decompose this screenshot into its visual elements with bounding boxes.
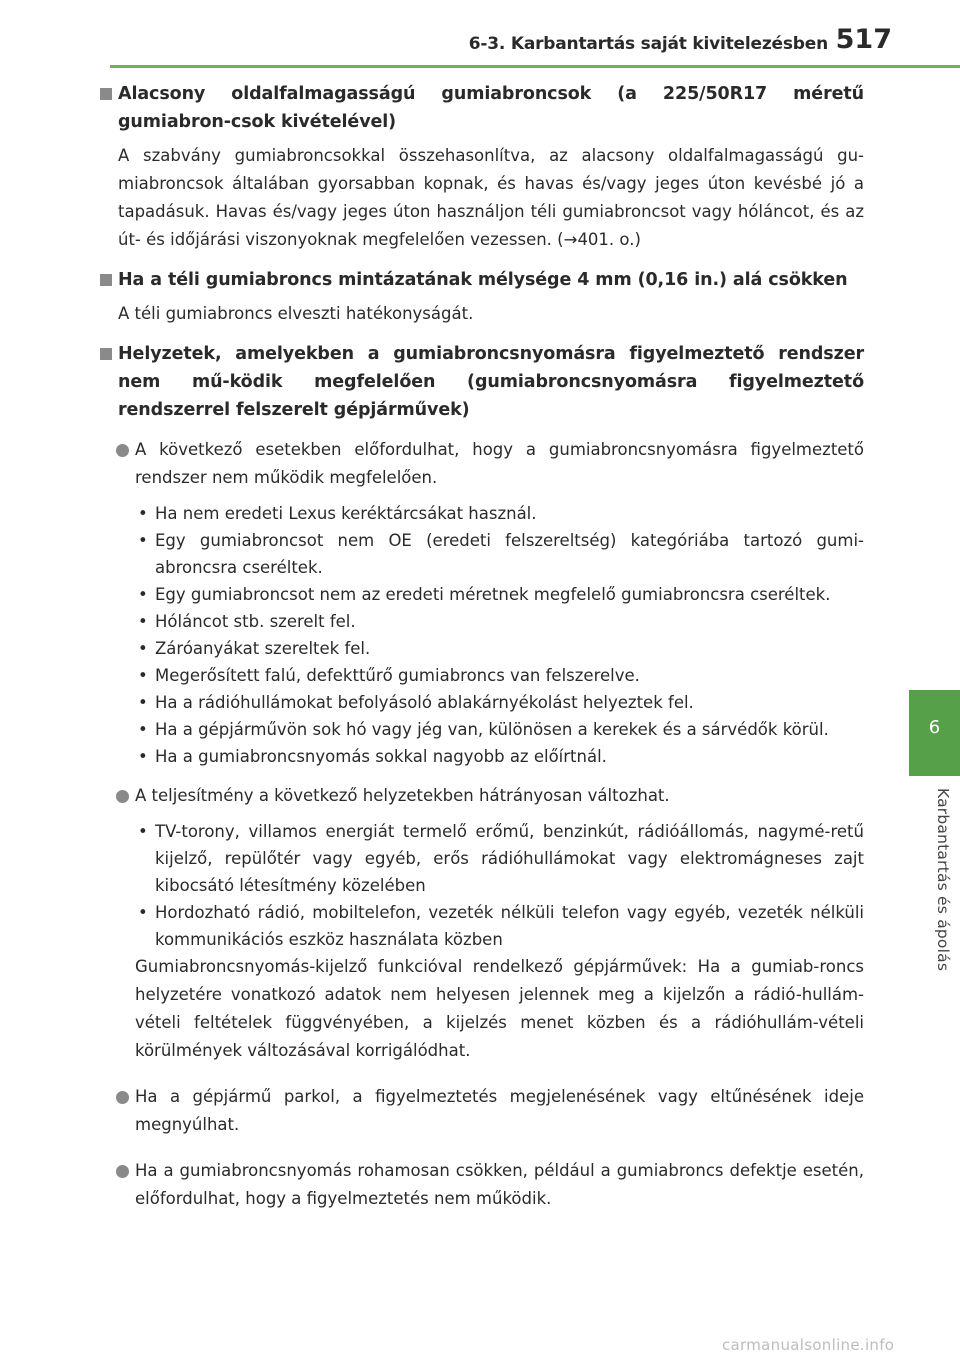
- sub-list-item: [98, 581, 864, 608]
- list-item-text: Ha a gumiabroncsnyomás rohamosan csökken, például a gumiabroncs defektje esetén, előfordulhat, hogy a figyelmeztetés nem működik.: [135, 1161, 864, 1208]
- sub-list-item-text: Ha a gépjárművön sok hó vagy jég van, különösen a kerekek és a sárvédők körül.: [155, 720, 829, 739]
- heading-text: Alacsony oldalfalmagasságú gumiabroncsok (a 225/50R17 méretű gumiabron-csok kivételével): [118, 84, 864, 132]
- sub-list-item-text: Ha a gumiabroncsnyomás sokkal nagyobb az előírtnál.: [155, 747, 607, 766]
- sub-list-item-text: Hóláncot stb. szerelt fel.: [155, 612, 356, 631]
- sub-list-item-text: Megerősített falú, defekttűrő gumiabroncs van felszerelve.: [155, 666, 640, 685]
- sub-list-item-text: TV-torony, villamos energiát termelő erőmű, benzinkút, rádióállomás, nagymé-retű kijelző, repülőtér vagy egyéb, erős rádióhullámokat vagy elektromágneses zajt kibocsátó létesítmény közelében: [155, 822, 864, 895]
- circle-bullet-icon: [116, 790, 129, 803]
- chapter-tab[interactable]: 6: [909, 690, 960, 776]
- sub-list-item: [98, 743, 864, 770]
- list-item: [98, 436, 864, 492]
- sub-list-item: [98, 689, 864, 716]
- heading-text: Ha a téli gumiabroncs mintázatának mélysége 4 mm (0,16 in.) alá csökken: [118, 270, 848, 290]
- heading-text: Helyzetek, amelyekben a gumiabroncsnyomásra figyelmeztető rendszer nem mű-ködik megfelelően (gumiabroncsnyomásra figyelmeztető rendszerrel felszerelt gépjárművek): [118, 344, 864, 420]
- section-title: 6-3. Karbantartás saját kivitelezésben: [468, 34, 828, 54]
- square-bullet-icon: [100, 88, 112, 100]
- bullet-dot-icon: •: [138, 585, 148, 604]
- list-item: [98, 782, 864, 810]
- square-bullet-icon: [100, 348, 112, 360]
- sub-list-item-text: Egy gumiabroncsot nem az eredeti méretnek megfelelő gumiabroncsra cseréltek.: [155, 585, 831, 604]
- circle-bullet-icon: [116, 1165, 129, 1178]
- bullet-dot-icon: •: [138, 639, 148, 658]
- bullet-dot-icon: •: [138, 720, 148, 739]
- list-item-text: A következő esetekben előfordulhat, hogy a gumiabroncsnyomásra figyelmeztető rendszer nem működik megfelelően.: [135, 440, 864, 487]
- list-item: [98, 1083, 864, 1139]
- paragraph: A szabvány gumiabroncsokkal összehasonlítva, az alacsony oldalfalmagasságú gu-miabroncsok általában gyorsabban kopnak, és havas és/vagy jeges úton kevésbé jó a tapadásuk. Havas és/vagy jeges úton használjon téli gumiabroncsot vagy hóláncot, és az út- és időjárási viszonyoknak megfelelően vezessen. (→401. o.): [118, 146, 864, 249]
- bullet-dot-icon: •: [138, 504, 148, 523]
- section-heading: [98, 266, 864, 294]
- header-rule: [110, 65, 960, 68]
- bullet-dot-icon: •: [138, 747, 148, 766]
- sub-list-item: [98, 818, 864, 899]
- sub-list-item-text: Záróanyákat szereltek fel.: [155, 639, 371, 658]
- bullet-dot-icon: •: [138, 903, 148, 922]
- bullet-dot-icon: •: [138, 822, 148, 841]
- bullet-dot-icon: •: [138, 666, 148, 685]
- bullet-dot-icon: •: [138, 693, 148, 712]
- sub-list-item: [98, 527, 864, 581]
- sub-list-item-text: Egy gumiabroncsot nem OE (eredeti felszereltség) kategóriába tartozó gumi-abroncsra cseréltek.: [155, 531, 864, 577]
- sub-list-item: [98, 500, 864, 527]
- list-item: [98, 1157, 864, 1213]
- sub-list-item-text: Hordozható rádió, mobiltelefon, vezeték nélküli telefon vagy egyéb, vezeték nélküli kommunikációs eszköz használata közben: [155, 903, 864, 949]
- square-bullet-icon: [100, 274, 112, 286]
- sub-list-item: [98, 716, 864, 743]
- sub-list-item: [98, 635, 864, 662]
- bullet-dot-icon: •: [138, 612, 148, 631]
- sub-list: [98, 818, 864, 953]
- circle-bullet-icon: [116, 1091, 129, 1104]
- circle-bullet-icon: [116, 444, 129, 457]
- watermark: carmanualsonline.info: [722, 1336, 895, 1354]
- sub-list-item: [98, 662, 864, 689]
- paragraph: A téli gumiabroncs elveszti hatékonyságát.: [118, 304, 474, 323]
- sub-list-item-text: Ha a rádióhullámokat befolyásoló ablakárnyékolást helyeztek fel.: [155, 693, 694, 712]
- sub-list-item: [98, 899, 864, 953]
- note-paragraph: Gumiabroncsnyomás-kijelző funkcióval rendelkező gépjárművek: Ha a gumiab-roncs helyzetére vonatkozó adatok nem helyesen jelennek meg a kijelzőn a rádió-hullám-vételi feltételek függvényében, a kijelzés menet közben és a rádióhullám-vételi körülmények változásával korrigálódhat.: [135, 957, 864, 1060]
- section-heading: [98, 340, 864, 424]
- page-content: [98, 80, 864, 1213]
- section-heading: [98, 80, 864, 136]
- sub-list-item: [98, 608, 864, 635]
- page-number: 517: [835, 24, 892, 55]
- page-header: [110, 22, 960, 66]
- sub-list-item-text: Ha nem eredeti Lexus keréktárcsákat használ.: [155, 504, 537, 523]
- bullet-dot-icon: •: [138, 531, 148, 550]
- list-item-text: A teljesítmény a következő helyzetekben hátrányosan változhat.: [135, 786, 670, 805]
- sub-list: [98, 500, 864, 770]
- list-item-text: Ha a gépjármű parkol, a figyelmeztetés megjelenésének vagy eltűnésének ideje megnyúlhat.: [135, 1087, 864, 1134]
- chapter-title: Karbantartás és ápolás: [934, 788, 952, 972]
